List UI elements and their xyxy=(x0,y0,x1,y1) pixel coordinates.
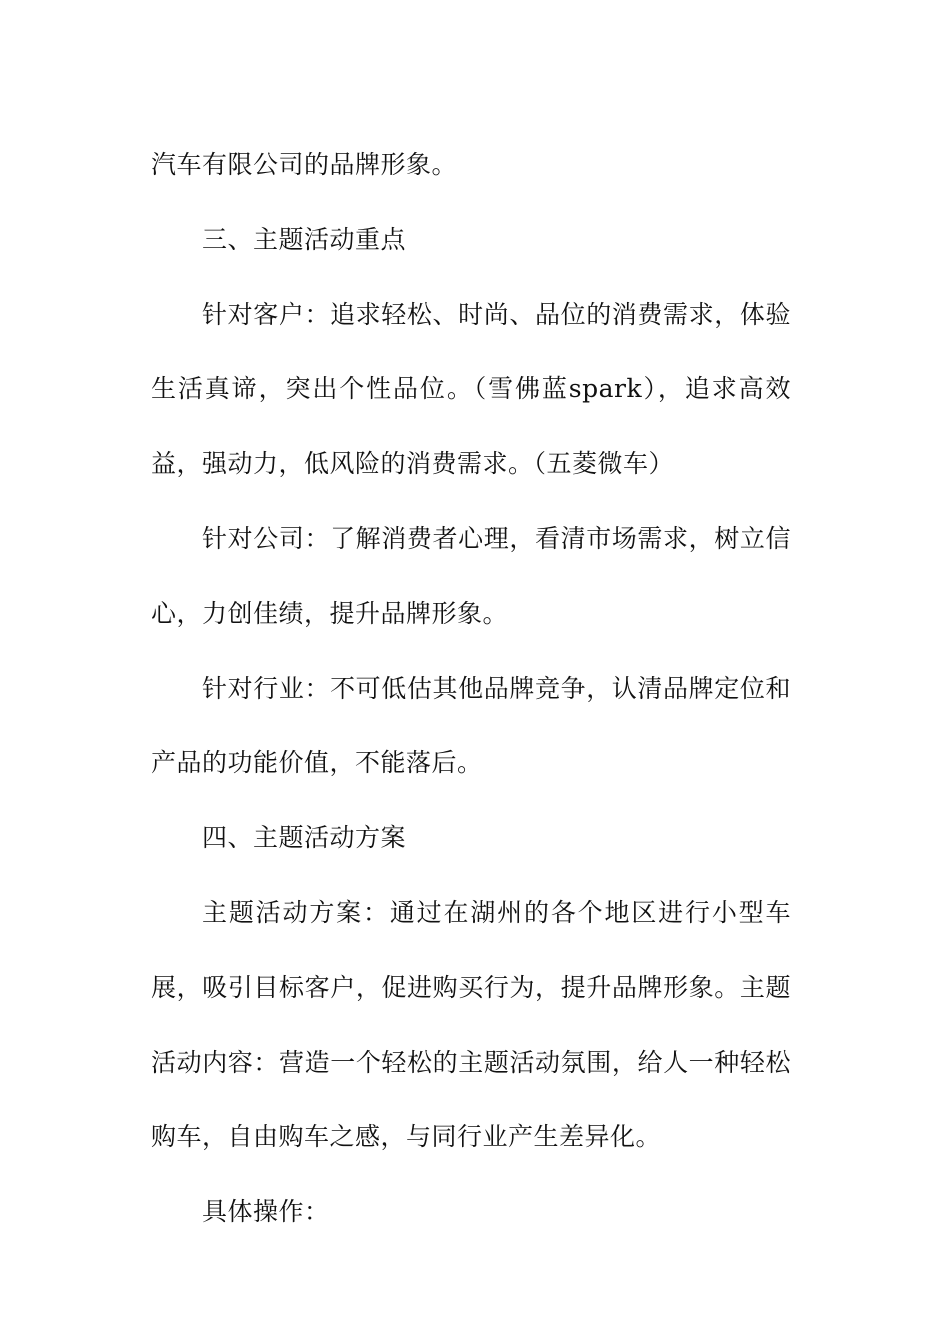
section-heading-3: 三、主题活动重点 xyxy=(202,224,407,254)
paragraph-industry-focus: 针对行业：不可低估其他品牌竞争，认清品牌定位和产品的功能价值，不能落后。 xyxy=(151,673,791,778)
paragraph-activity-plan: 主题活动方案：通过在湖州的各个地区进行小型车展，吸引目标客户，促进购买行为，提升品牌形象。主题活动内容：营造一个轻松的主题活动氛围，给人一种轻松购车，自由购车之感，与同行业产生差异化。 xyxy=(151,897,791,1152)
paragraph-continuation: 汽车有限公司的品牌形象。 xyxy=(151,150,458,179)
paragraph-specific-operations: 具体操作： xyxy=(202,1197,330,1227)
paragraph-customer-focus: 针对客户：追求轻松、时尚、品位的消费需求，体验生活真谛，突出个性品位。（雪佛蓝spark），追求高效益，强动力，低风险的消费需求。（五菱微车） xyxy=(151,299,791,479)
paragraph-company-focus: 针对公司：了解消费者心理，看清市场需求，树立信心，力创佳绩，提升品牌形象。 xyxy=(151,523,791,628)
section-heading-4: 四、主题活动方案 xyxy=(202,823,407,853)
document-body xyxy=(151,128,791,1250)
